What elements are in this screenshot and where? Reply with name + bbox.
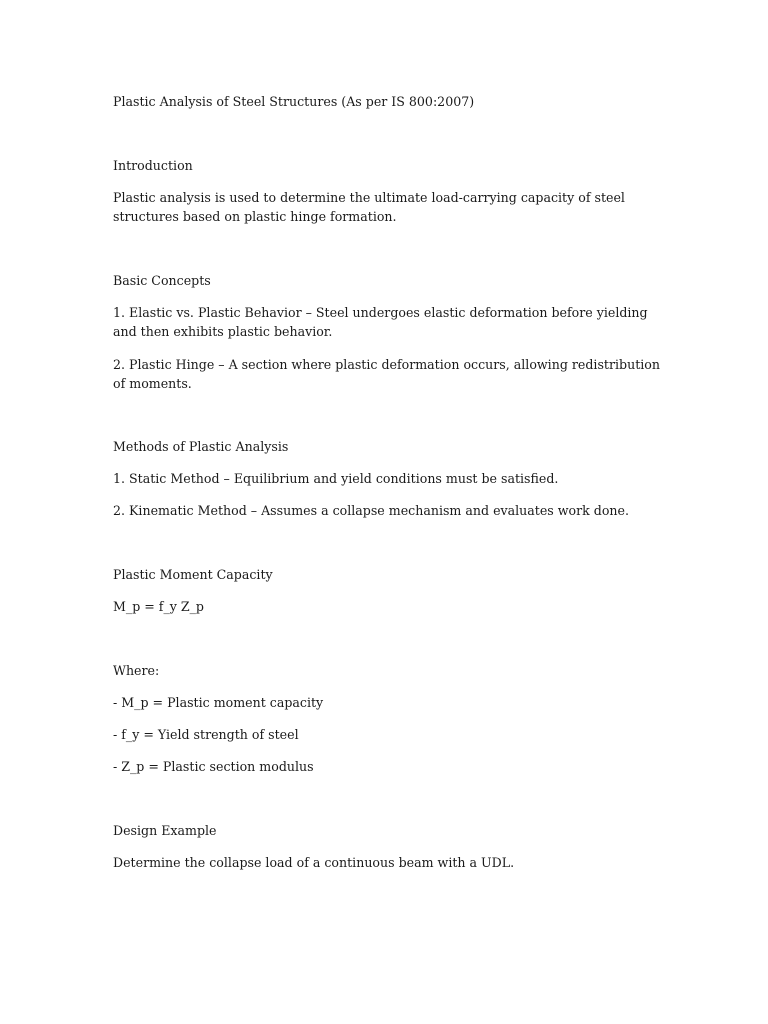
- where-item-mp: - M_p = Plastic moment capacity: [113, 695, 324, 710]
- document-title: Plastic Analysis of Steel Structures (As per IS 800:2007): [113, 94, 475, 109]
- where-heading: Where:: [113, 663, 160, 678]
- basic-concepts-heading: Basic Concepts: [113, 273, 211, 288]
- design-example-text: Determine the collapse load of a continuous beam with a UDL.: [113, 855, 515, 870]
- where-item-zp: - Z_p = Plastic section modulus: [113, 759, 314, 774]
- where-item-fy: - f_y = Yield strength of steel: [113, 727, 299, 742]
- introduction-heading: Introduction: [113, 158, 193, 173]
- introduction-paragraph: Plastic analysis is used to determine the ultimate load-carrying capacity of steel structures based on plastic hinge formation.: [113, 190, 625, 224]
- method-item-static: 1. Static Method – Equilibrium and yield conditions must be satisfied.: [113, 471, 559, 486]
- basic-concept-item-plastic-hinge: 2. Plastic Hinge – A section where plastic deformation occurs, allowing redistribution of moments.: [113, 357, 660, 391]
- method-item-kinematic: 2. Kinematic Method – Assumes a collapse mechanism and evaluates work done.: [113, 503, 629, 518]
- moment-capacity-heading: Plastic Moment Capacity: [113, 567, 273, 582]
- design-example-heading: Design Example: [113, 823, 217, 838]
- methods-heading: Methods of Plastic Analysis: [113, 439, 289, 454]
- moment-capacity-formula: M_p = f_y Z_p: [113, 599, 204, 614]
- basic-concept-item-elastic-plastic: 1. Elastic vs. Plastic Behavior – Steel undergoes elastic deformation before yielding and then exhibits plastic behavior.: [113, 305, 648, 339]
